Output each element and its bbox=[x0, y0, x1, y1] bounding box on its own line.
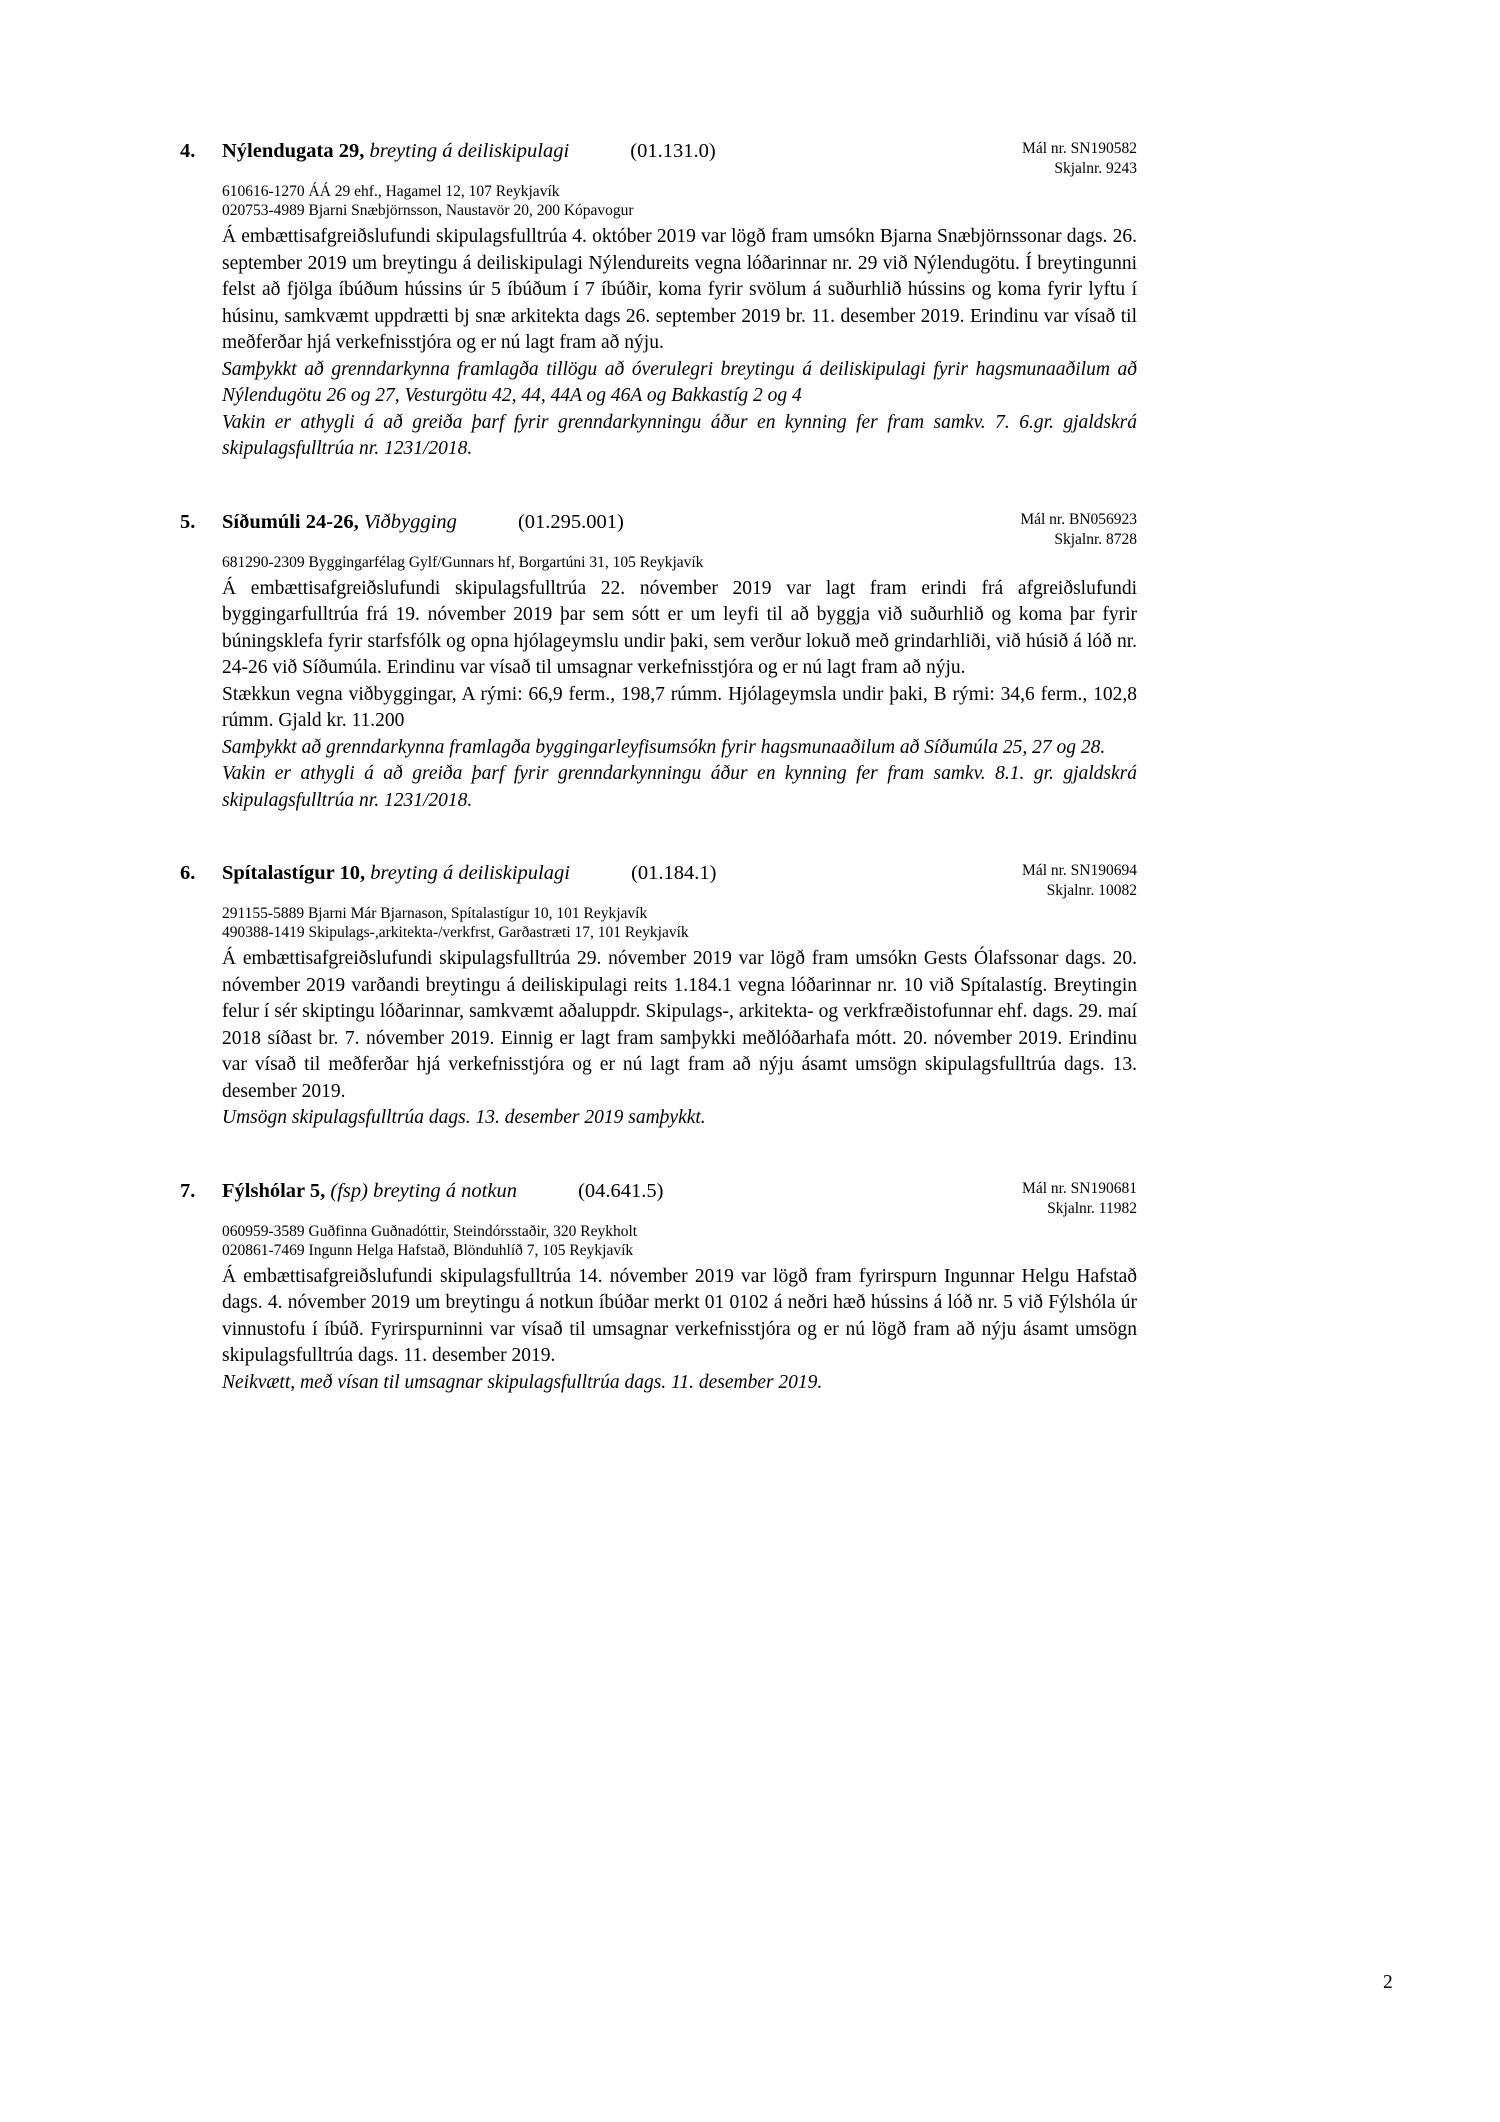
item-number: 4. bbox=[180, 140, 196, 162]
item-title-line bbox=[222, 860, 716, 887]
case-info bbox=[1022, 861, 1137, 901]
case-number: Mál nr. SN190681 bbox=[1022, 1179, 1137, 1197]
item-header bbox=[222, 1178, 1137, 1219]
item-code: (04.641.5) bbox=[578, 1179, 664, 1202]
item-title-line bbox=[222, 1178, 664, 1205]
applicant-line: 291155-5889 Bjarni Már Bjarnason, Spítalastígur 10, 101 Reykjavík bbox=[222, 905, 648, 922]
item-header bbox=[222, 138, 1137, 179]
agenda-item-6 bbox=[180, 860, 1137, 1132]
applicant-line: 610616-1270 ÁÁ 29 ehf., Hagamel 12, 107 Reykjavík bbox=[222, 183, 560, 200]
case-info bbox=[1020, 510, 1137, 550]
case-info bbox=[1022, 1179, 1137, 1219]
case-number: Mál nr. SN190694 bbox=[1022, 862, 1137, 879]
item-title-line bbox=[222, 138, 716, 165]
item-decision-paragraph: Samþykkt að grenndarkynna framlagða tillögu að óverulegri breytingu á deiliskipulagi fyrir hagsmunaaðilum að Nýlendugötu 26 og 27, Vesturgötu 42, 44, 44A og 46A og Bakkastíg 2 og 4 bbox=[222, 358, 1137, 406]
item-number: 5. bbox=[180, 510, 196, 533]
applicant-line: 060959-3589 Guðfinna Guðnadóttir, Steindórsstaðir, 320 Reykholt bbox=[222, 1222, 638, 1240]
item-decision-paragraph: Neikvætt, með vísan til umsagnar skipulagsfulltrúa dags. 11. desember 2019. bbox=[222, 1371, 823, 1393]
document-number: Skjalnr. 10082 bbox=[1046, 882, 1137, 899]
case-number: Mál nr. SN190582 bbox=[1022, 140, 1137, 157]
item-title: Nýlendugata 29, bbox=[222, 140, 365, 162]
agenda-item-4 bbox=[180, 138, 1137, 463]
item-note-paragraph: Vakin er athygli á að greiða þarf fyrir grenndarkynningu áður en kynning fer fram samkv. 8.1. gr. gjaldskrá skipulagsfulltrúa nr. 1231/2018. bbox=[222, 763, 1137, 811]
item-code: (01.131.0) bbox=[630, 140, 716, 162]
item-subtitle: breyting á deiliskipulagi bbox=[370, 862, 570, 884]
page-number: 2 bbox=[1383, 1972, 1393, 1993]
applicant-line: 681290-2309 Byggingarfélag Gylf/Gunnars hf, Borgartúni 31, 105 Reykjavík bbox=[222, 553, 704, 571]
item-title: Spítalastígur 10, bbox=[222, 862, 366, 884]
applicant-line: 490388-1419 Skipulags-,arkitekta-/verkfrst, Garðastræti 17, 101 Reykjavík bbox=[222, 924, 689, 941]
item-title: Fýlshólar 5, bbox=[222, 1179, 326, 1202]
applicant-list bbox=[222, 904, 1137, 942]
applicant-list bbox=[222, 553, 1137, 572]
case-number: Mál nr. BN056923 bbox=[1020, 510, 1137, 528]
agenda-item-5 bbox=[180, 509, 1137, 815]
case-info bbox=[1022, 139, 1137, 179]
item-code: (01.295.001) bbox=[517, 510, 624, 533]
item-body-paragraph: Stækkun vegna viðbyggingar, A rými: 66,9 ferm., 198,7 rúmm. Hjólageymsla undir þaki, B rými: 34,6 ferm., 102,8 rúmm. Gjald kr. 11.200 bbox=[222, 683, 1137, 731]
item-title-line bbox=[222, 509, 624, 536]
item-header bbox=[222, 509, 1137, 550]
item-subtitle: Viðbygging bbox=[363, 510, 457, 533]
agenda-item-7 bbox=[180, 1178, 1137, 1397]
item-note-paragraph: Vakin er athygli á að greiða þarf fyrir grenndarkynningu áður en kynning fer fram samkv. 7. 6.gr. gjaldskrá skipulagsfulltrúa nr. 1231/2018. bbox=[222, 411, 1137, 459]
item-body-paragraph: Á embættisafgreiðslufundi skipulagsfulltrúa 29. nóvember 2019 var lögð fram umsókn Gests Ólafssonar dags. 20. nóvember 2019 varðandi breytingu á deiliskipulagi reits 1.184.1 vegna lóðarinnar nr. 10 við Spítalastíg. Breytingin felur í sér skiptingu lóðarinnar, samkvæmt aðaluppdr. Skipulags-, arkitekta- og verkfræðistofunnar ehf. dags. 29. maí 2018 síðast br. 7. nóvember 2019. Einnig er lagt fram samþykki meðlóðarhafa mótt. 20. nóvember 2019. Erindinu var vísað til meðferðar hjá verkefnisstjóra og er nú lagt fram að nýju ásamt umsögn skipulagsfulltrúa dags. 13. desember 2019. bbox=[222, 948, 1137, 1102]
document-number: Skjalnr. 9243 bbox=[1054, 160, 1137, 177]
document-content bbox=[180, 138, 1137, 1396]
item-decision-paragraph: Samþykkt að grenndarkynna framlagða byggingarleyfisumsókn fyrir hagsmunaaðilum að Síðumúla 25, 27 og 28. bbox=[222, 736, 1106, 758]
applicant-list bbox=[222, 1222, 1137, 1260]
item-decision-paragraph: Umsögn skipulagsfulltrúa dags. 13. desember 2019 samþykkt. bbox=[222, 1107, 706, 1128]
applicant-line: 020861-7469 Ingunn Helga Hafstað, Blönduhlíð 7, 105 Reykjavík bbox=[222, 1241, 634, 1259]
item-header bbox=[222, 860, 1137, 901]
item-body-paragraph: Á embættisafgreiðslufundi skipulagsfulltrúa 4. október 2019 var lögð fram umsókn Bjarna Snæbjörnssonar dags. 26. september 2019 um breytingu á deiliskipulagi Nýlendureits vegna lóðarinnar nr. 29 við Nýlendugötu. Í breytingunni felst að fjölga íbúðum hússins úr 5 íbúðum í 7 íbúðir, koma fyrir svölum á suðurhlið hússins og koma fyrir lyftu í húsinu, samkvæmt uppdrætti bj snæ arkitekta dags 26. september 2019 br. 11. desember 2019. Erindinu var vísað til meðferðar hjá verkefnisstjóra og er nú lagt fram að nýju. bbox=[222, 226, 1137, 353]
applicant-list bbox=[222, 182, 1137, 220]
item-title: Síðumúli 24-26, bbox=[222, 510, 359, 533]
item-body-paragraph: Á embættisafgreiðslufundi skipulagsfulltrúa 14. nóvember 2019 var lögð fram fyrirspurn Ingunnar Helgu Hafstað dags. 4. nóvember 2019 um breytingu á notkun íbúðar merkt 01 0102 á neðri hæð hússins á lóð nr. 5 við Fýlshóla úr vinnustofu í íbúð. Fyrirspurninni var vísað til umsagnar verkefnisstjóra og er nú lögð fram að nýju ásamt umsögn skipulagsfulltrúa dags. 11. desember 2019. bbox=[222, 1265, 1137, 1366]
document-number: Skjalnr. 8728 bbox=[1054, 530, 1137, 548]
item-code: (01.184.1) bbox=[631, 862, 717, 884]
applicant-line: 020753-4989 Bjarni Snæbjörnsson, Naustavör 20, 200 Kópavogur bbox=[222, 202, 634, 219]
document-number: Skjalnr. 11982 bbox=[1047, 1199, 1137, 1217]
item-body-paragraph: Á embættisafgreiðslufundi skipulagsfulltrúa 22. nóvember 2019 var lagt fram erindi frá afgreiðslufundi byggingarfulltrúa frá 19. nóvember 2019 þar sem sótt er um leyfi til að byggja við suðurhlið og koma þar fyrir búningsklefa fyrir starfsfólk og opna hjólageymslu undir þaki, sem verður lokuð með grindarhliði, við húsið á lóð nr. 24-26 við Síðumúla. Erindinu var vísað til umsagnar verkefnisstjóra og er nú lagt fram að nýju. bbox=[222, 577, 1137, 678]
item-number: 6. bbox=[180, 862, 196, 884]
item-number: 7. bbox=[180, 1179, 196, 1202]
item-subtitle: breyting á deiliskipulagi bbox=[369, 140, 570, 162]
item-subtitle: (fsp) breyting á notkun bbox=[330, 1179, 517, 1202]
